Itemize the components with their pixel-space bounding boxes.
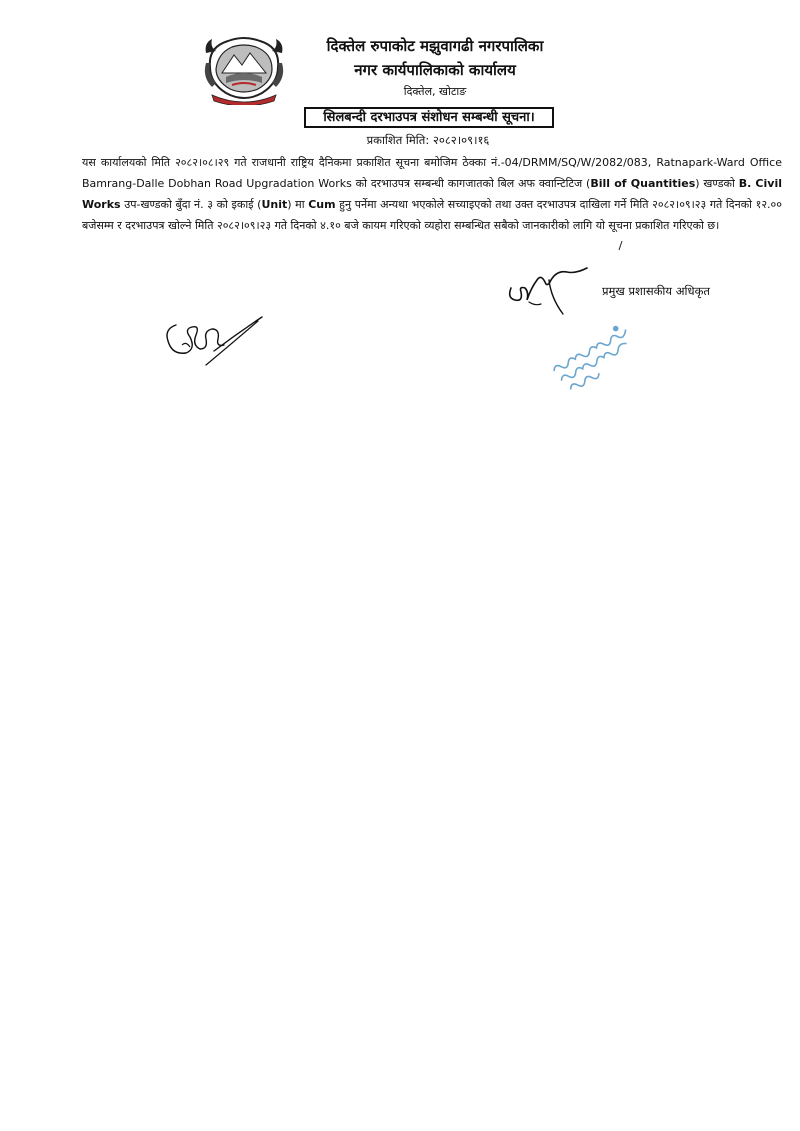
boq-term: Bill of Quantities xyxy=(590,177,696,190)
office-address: दिक्तेल, खोटाङ xyxy=(403,85,467,98)
published-date: २०८२।०९।१६ xyxy=(432,133,490,147)
letterhead xyxy=(300,36,570,100)
municipality-name: दिक्तेल रुपाकोट मझुवागढी नगरपालिका xyxy=(326,37,544,55)
notice-body xyxy=(82,152,782,236)
office-name: नगर कार्यपालिकाको कार्यालय xyxy=(354,61,516,79)
tick-mark-icon xyxy=(616,240,626,252)
notice-title: सिलबन्दी दरभाउपत्र संशोधन सम्बन्धी सूचना। xyxy=(304,107,554,128)
published-label: प्रकाशित मिति: xyxy=(366,133,430,147)
body-segment-4: ) मा xyxy=(287,198,309,211)
body-segment-1: यस कार्यालयको मिति २०८२।०८।२९ गते राजधानी राष्ट्रिय दैनिकमा प्रकाशित सूचना बमोजिम ठेक्का नं.-04/DRMM/SQ/W/2082/083, Ratnapark-Ward Office Bamrang-Dalle Dobhan Road Upgradation Works को दरभाउपत्र सम्बन्धी कागजातको बिल अफ क्वान्टिटिज ( xyxy=(82,156,782,190)
body-segment-2: ) खण्डको xyxy=(695,177,739,190)
civil-works-term: B. Civil Works xyxy=(82,177,782,211)
officer-signature-icon xyxy=(505,258,595,318)
nepal-emblem-icon xyxy=(202,33,286,105)
initials-signature-icon xyxy=(160,305,270,375)
unit-term: Unit xyxy=(261,198,288,211)
body-segment-5: हुनु पर्नेमा अन्यथा भएकोले सच्याइएको तथा उक्त दरभाउपत्र दाखिला गर्ने मिति २०८२।०९।२३ गते दिनको १२.०० बजेसम्म र दरभाउपत्र खोल्ने मिति २०८२।०९।२३ गते दिनको ४.१० बजे कायम गरिएको व्यहोरा सम्बन्धित सबैको जानकारीको लागि यो सूचना प्रकाशित गरिएको छ। xyxy=(82,198,782,232)
signatory-designation: प्रमुख प्रशासकीय अधिकृत xyxy=(602,284,710,298)
published-date-line xyxy=(300,132,556,148)
body-segment-3: उप-खण्डको बुँदा नं. ३ को इकाई ( xyxy=(120,198,262,211)
official-stamp-icon xyxy=(540,320,650,400)
cum-term: Cum xyxy=(308,198,336,211)
